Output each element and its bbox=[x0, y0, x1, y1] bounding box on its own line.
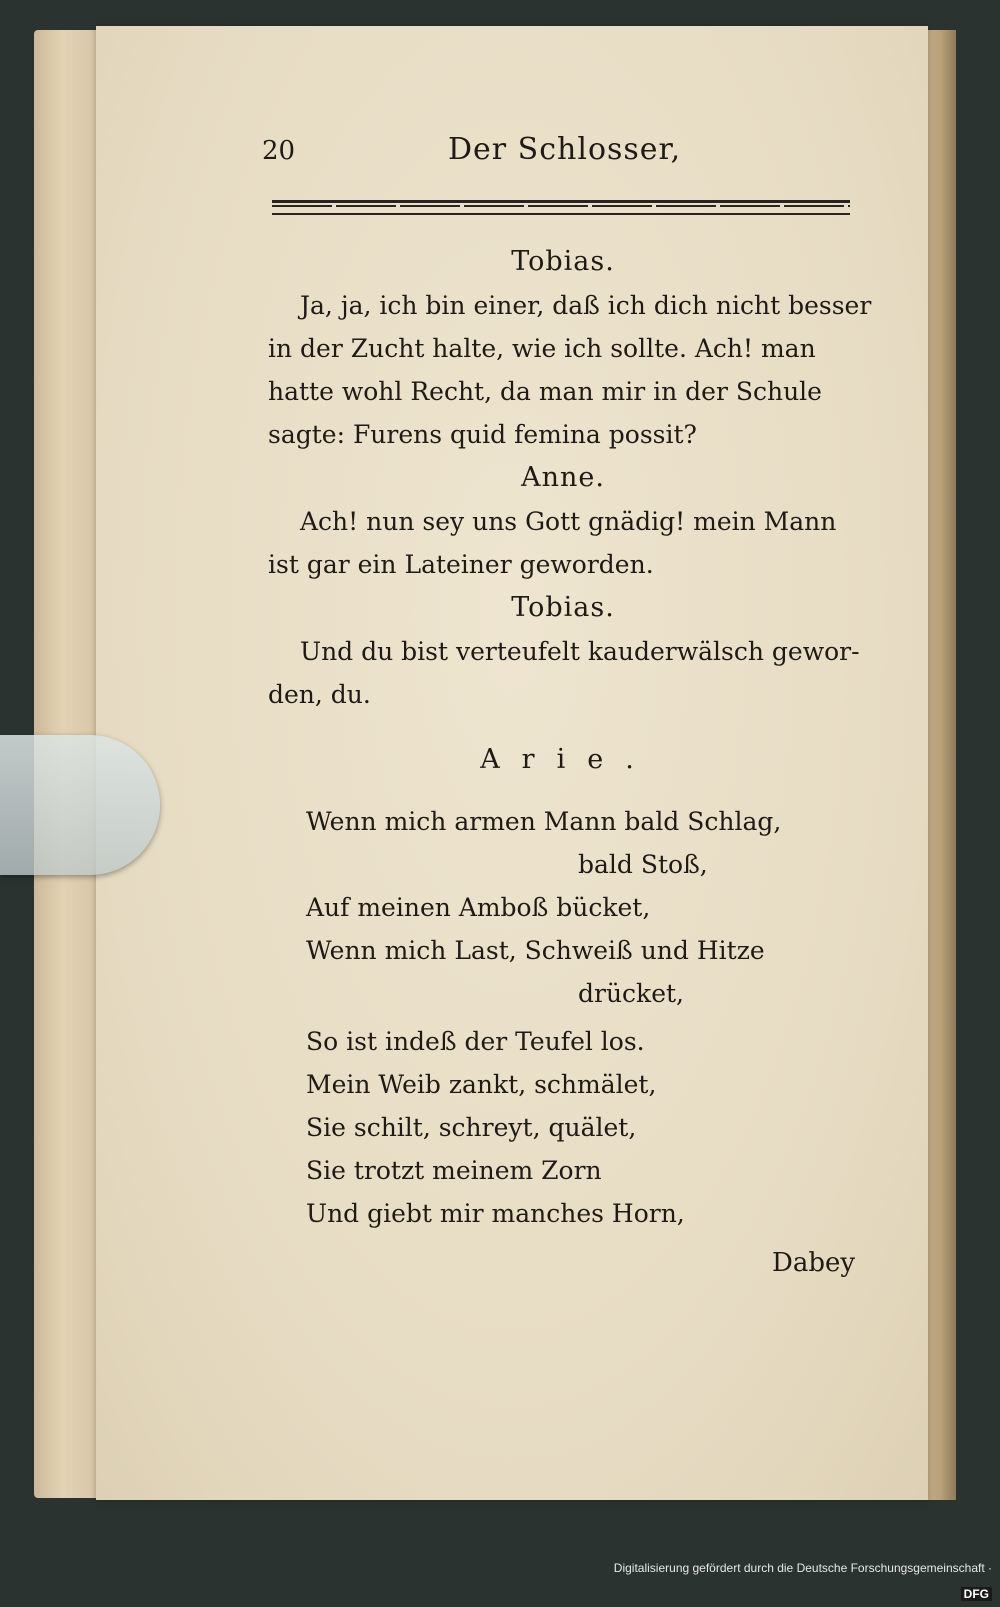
paragraph-line: hatte wohl Recht, da man mir in der Schule bbox=[268, 377, 822, 406]
page-number: 20 bbox=[262, 136, 296, 166]
dfg-logo: DFG bbox=[961, 1587, 992, 1601]
catchword: Dabey bbox=[772, 1248, 856, 1278]
verse-line: So ist indeß der Teufel los. bbox=[306, 1027, 645, 1056]
paragraph-line: sagte: Furens quid femina possit? bbox=[268, 420, 697, 449]
paragraph-line: in der Zucht halte, wie ich sollte. Ach! man bbox=[268, 334, 816, 363]
aria-heading: Arie. bbox=[480, 744, 656, 775]
header-rule bbox=[272, 200, 850, 215]
verse-line: Wenn mich Last, Schweiß und Hitze bbox=[306, 936, 765, 965]
verse-line: Auf meinen Amboß bücket, bbox=[306, 893, 651, 922]
page-clip bbox=[0, 735, 160, 875]
digitization-credit bbox=[600, 1555, 1000, 1601]
verse-line: Sie trotzt meinem Zorn bbox=[306, 1156, 602, 1185]
speaker-name: Tobias. bbox=[511, 246, 615, 277]
verse-line: Wenn mich armen Mann bald Schlag, bbox=[306, 807, 782, 836]
paragraph-line: Ach! nun sey uns Gott gnädig! mein Mann bbox=[300, 507, 837, 536]
paragraph-line: ist gar ein Lateiner geworden. bbox=[268, 550, 654, 579]
credit-text: Digitalisierung gefördert durch die Deutsche Forschungsgemeinschaft · bbox=[613, 1561, 992, 1575]
paragraph-line: Und du bist verteufelt kauderwälsch gewor- bbox=[300, 637, 860, 666]
verse-line: Sie schilt, schreyt, quälet, bbox=[306, 1113, 637, 1142]
verse-line: bald Stoß, bbox=[578, 850, 708, 879]
paragraph-line: den, du. bbox=[268, 680, 371, 709]
verse-line: Mein Weib zankt, schmälet, bbox=[306, 1070, 657, 1099]
speaker-name: Tobias. bbox=[511, 592, 615, 623]
verse-line: Und giebt mir manches Horn, bbox=[306, 1199, 685, 1228]
verse-line: drücket, bbox=[578, 979, 684, 1008]
paragraph-line: Ja, ja, ich bin einer, daß ich dich nicht besser bbox=[300, 291, 872, 320]
speaker-name: Anne. bbox=[521, 462, 605, 493]
running-title: Der Schlosser, bbox=[448, 132, 682, 167]
